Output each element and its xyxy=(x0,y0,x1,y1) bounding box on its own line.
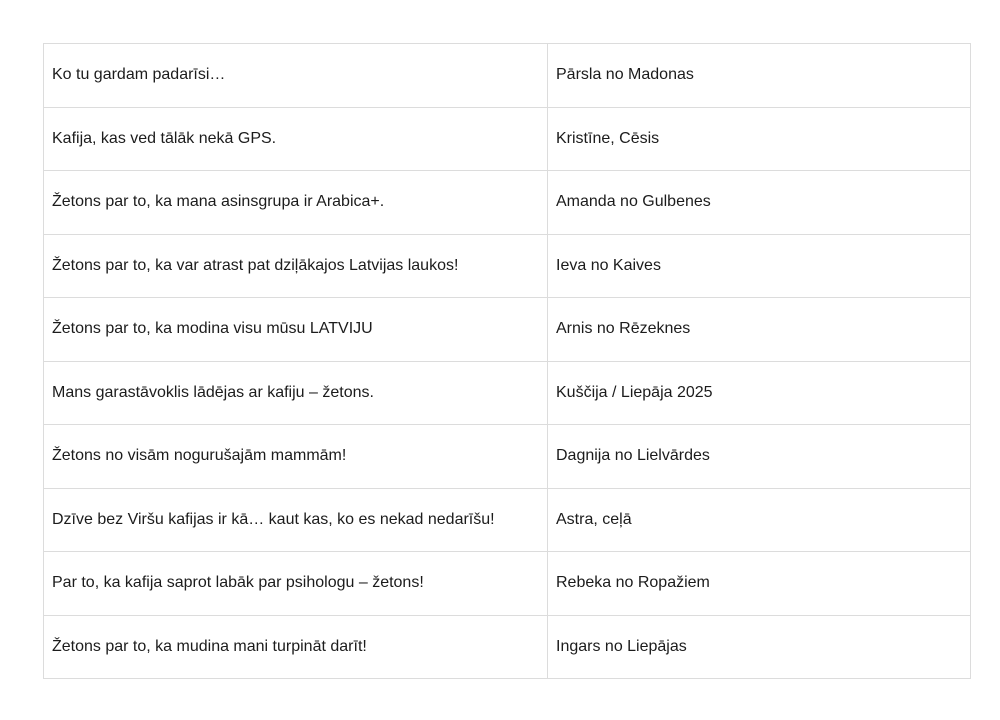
author-cell: Arnis no Rēzeknes xyxy=(548,298,971,362)
table-row xyxy=(44,234,971,298)
table-row xyxy=(44,615,971,679)
table-row xyxy=(44,361,971,425)
quotes-table xyxy=(43,43,971,679)
quote-cell: Žetons par to, ka modina visu mūsu LATVIJU xyxy=(44,298,548,362)
table-row xyxy=(44,171,971,235)
quote-cell: Dzīve bez Viršu kafijas ir kā… kaut kas, ko es nekad nedarīšu! xyxy=(44,488,548,552)
author-cell: Astra, ceļā xyxy=(548,488,971,552)
quote-cell: Par to, ka kafija saprot labāk par psihologu – žetons! xyxy=(44,552,548,616)
author-cell: Kristīne, Cēsis xyxy=(548,107,971,171)
quote-cell: Mans garastāvoklis lādējas ar kafiju – žetons. xyxy=(44,361,548,425)
quote-cell: Žetons par to, ka var atrast pat dziļākajos Latvijas laukos! xyxy=(44,234,548,298)
author-cell: Kuščija / Liepāja 2025 xyxy=(548,361,971,425)
quote-cell: Žetons no visām nogurušajām mammām! xyxy=(44,425,548,489)
table-row xyxy=(44,552,971,616)
author-cell: Ieva no Kaives xyxy=(548,234,971,298)
table-row xyxy=(44,425,971,489)
table-row xyxy=(44,44,971,108)
quote-cell: Ko tu gardam padarīsi… xyxy=(44,44,548,108)
quote-cell: Kafija, kas ved tālāk nekā GPS. xyxy=(44,107,548,171)
author-cell: Pārsla no Madonas xyxy=(548,44,971,108)
table-row xyxy=(44,298,971,362)
quote-cell: Žetons par to, ka mudina mani turpināt darīt! xyxy=(44,615,548,679)
author-cell: Rebeka no Ropažiem xyxy=(548,552,971,616)
author-cell: Dagnija no Lielvārdes xyxy=(548,425,971,489)
table-row xyxy=(44,107,971,171)
author-cell: Amanda no Gulbenes xyxy=(548,171,971,235)
author-cell: Ingars no Liepājas xyxy=(548,615,971,679)
quote-cell: Žetons par to, ka mana asinsgrupa ir Arabica+. xyxy=(44,171,548,235)
table-row xyxy=(44,488,971,552)
